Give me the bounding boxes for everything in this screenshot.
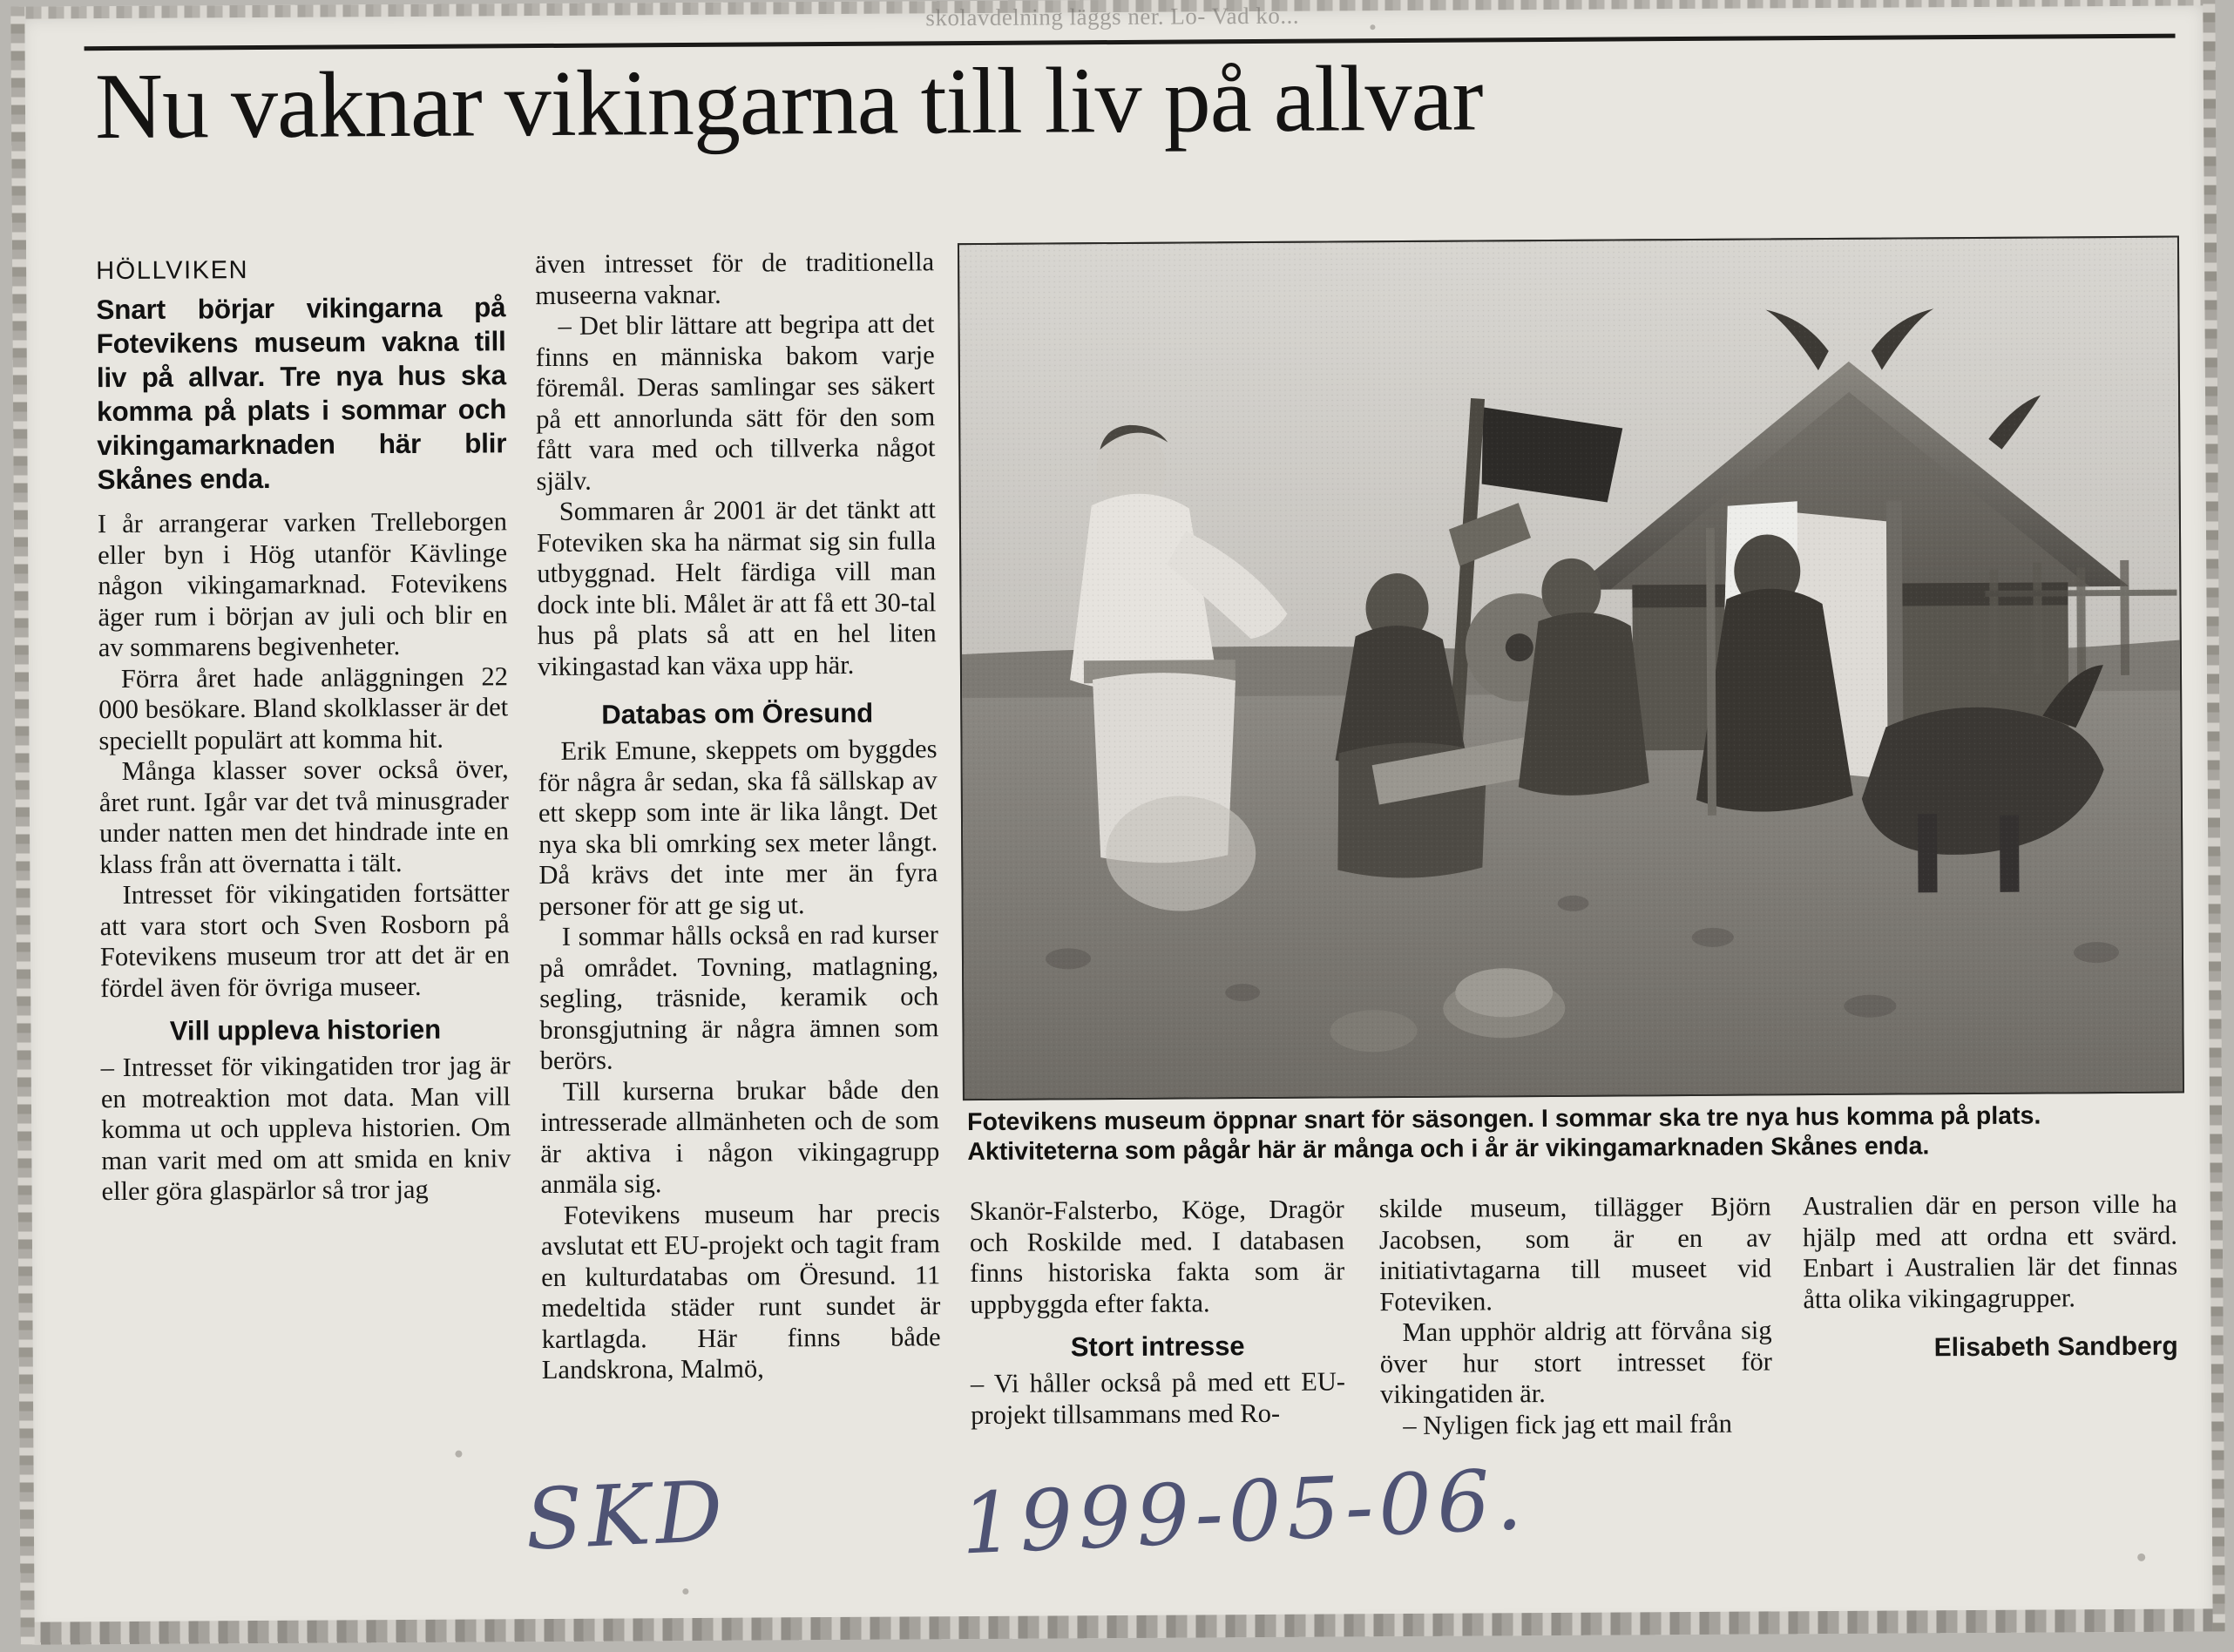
handwriting-date: 1999-05-06. [958,1450,1530,1574]
paragraph: – Nyligen fick jag ett mail från [1403,1408,1733,1440]
byline: Elisabeth Sandberg [1933,1331,2178,1363]
photo-graphic [959,238,2183,1100]
paragraph: – Intresset för vikingatiden tror jag är en motreaktion mot data. Man vill komma ut och uppleva historien. Om man varit med om att smida en kniv eller göra glaspärlor så tror jag [100,1050,511,1207]
paragraph: Till kurserna brukar både den intresserade allmänheten och de som är aktiva i någon vikingagrupp anmäla sig. [540,1073,940,1200]
paragraph: Erik Emune, skeppets om byggdes för några år sedan, ska få sällskap av ett skepp som inte är lika långt. Det nya ska bli omrking sex meter långt. Då krävs det inte mer än fyra personer för att ge sig ut. [538,734,938,921]
paragraph: Man upphör aldrig att förvåna sig över hur stort intresset för vikingatiden är. [1379,1315,1772,1410]
subheading-databas-om-oresund: Databas om Öresund [601,697,874,730]
paragraph: I år arrangerar varken Trelleborgen eller byn i Hög utanför Kävlinge någon vikingamarknad. Fotevikens äger rum i början av juli och blir en av sommarens begivenheter. [97,506,508,663]
lead-paragraph: Snart börjar vikingarna på Fotevikens museum vakna till liv på allvar. Tre nya hus ska komma på plats i sommar och vikingamarknaden här blir Skånes enda. [96,291,507,496]
handwriting-source: SKD [523,1462,730,1569]
bottom-column-1 [970,1194,1346,1431]
paragraph: Förra året hade anläggningen 22 000 besökare. Bland skolklasser är det speciellt populärt att komma hit. [98,660,509,755]
paragraph: I sommar hålls också en rad kurser på området. Tovning, matlagning, segling, träsnide, keramik och bronsgjutning är några ämnen som berörs. [538,919,939,1076]
torn-edge-left [10,7,34,1645]
column-2 [535,247,941,1385]
scan-speck [2137,1554,2145,1561]
scan-speck [1370,24,1375,30]
paragraph: Skanör-Falsterbo, Köge, Dragör och Roskilde med. I databasen finns historiska fakta som är uppbyggda efter fakta. [969,1194,1345,1319]
paragraph: – Vi håller också på med ett EU-projekt tillsammans med Ro- [970,1366,1346,1430]
column-1 [96,254,511,1207]
paragraph: Australien där en person ville ha hjälp med att ordna ett svärd. Enbart i Australien lär det finnas åtta olika vikingagrupper. [1802,1188,2178,1314]
photo-caption: Fotevikens museum öppnar snart för säsongen. I sommar ska tre nya hus komma på plats. Aktiviteterna som pågår här är många och i år är vikingamarknaden Skånes enda. [967,1101,2041,1167]
viking-village-photo [958,236,2184,1101]
subheading-vill-uppleva-historien: Vill uppleva historien [169,1013,442,1046]
paragraph: skilde museum, tillägger Björn Jacobsen, som är en av initiativtagarna till museet vid Foteviken. [1378,1191,1772,1317]
previous-article-strip: skolavdelning läggs ner. Lo- Vad ko... [925,2,1300,31]
newspaper-clipping [10,0,2224,1645]
torn-edge-bottom [21,1608,2225,1644]
torn-edge-right [2203,0,2224,1631]
paragraph: – Det blir lättare att begripa att det finns en människa bakom varje föremål. Deras samlingar ses säkert på ett annorlunda sätt för den som fått vara med och tillverka något själv. [535,308,936,496]
paragraph: Sommaren år 2001 är det tänkt att Foteviken ska ha närmat sig sin fulla utbyggnad. Helt färdiga vill man dock inte bli. Målet är att få ett 30-tal hus på plats så att en hel liten vikingastad kan växa upp här. [536,494,937,681]
subheading-stort-intresse: Stort intresse [1070,1330,1245,1363]
paragraph: Fotevikens museum har precis avslutat ett EU-projekt och tagit fram en kulturdatabas om Öresund. 11 medeltida städer runt sundet är kartlagda. Här finns både Landskrona, Malmö, [540,1197,941,1385]
bottom-column-3 [1803,1189,2178,1364]
scan-speck [455,1451,462,1458]
bottom-column-2 [1379,1191,1773,1441]
dateline-kicker: HÖLLVIKEN [96,256,249,286]
scan-speck [682,1588,688,1594]
paragraph: även intresset för de traditionella museerna vaknar. [534,247,935,310]
paragraph: Många klasser sover också över, året runt. Igår var det två minusgrader under natten men det hindrade inte en klass från att övernatta i tält. [98,754,510,879]
paragraph: Intresset för vikingatiden fortsätter att vara stort och Sven Rosborn på Fotevikens museum tror att det är en fördel även för övriga museer. [99,877,511,1003]
headline: Nu vaknar vikingarna till liv på allvar [94,46,1483,159]
